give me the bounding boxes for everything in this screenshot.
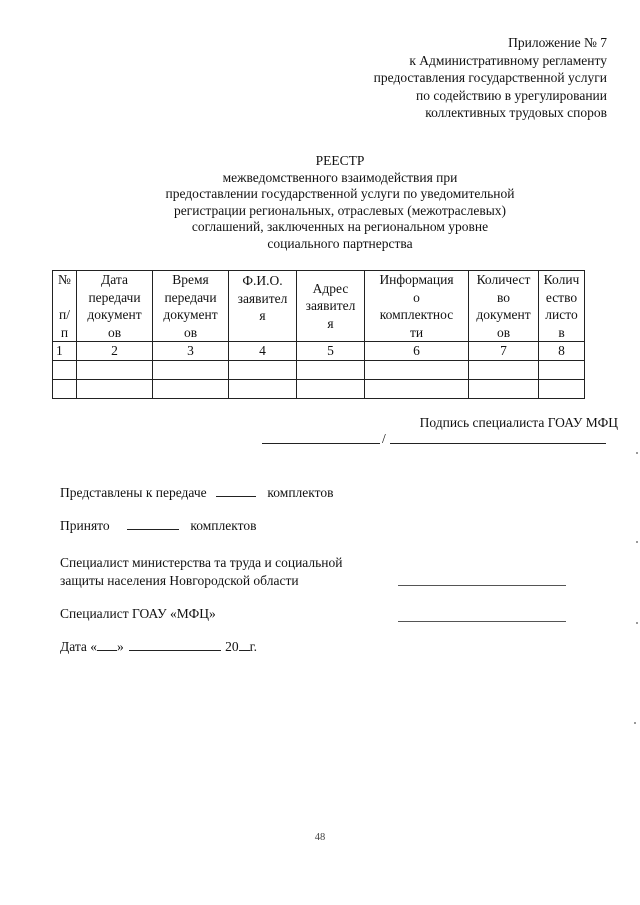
signature-slash: / <box>382 431 386 446</box>
accepted-count-blank[interactable] <box>127 518 179 530</box>
title-line: межведомственного взаимодействия при <box>222 169 458 185</box>
table-cell: 6 <box>365 342 469 361</box>
title-line: предоставлении государственной услуги по уведомительной <box>165 186 515 201</box>
date-year-prefix: 20 <box>225 639 239 654</box>
date-day-blank[interactable] <box>97 639 117 651</box>
page-number: 48 <box>314 832 326 843</box>
ministry-signature-blank[interactable] <box>398 585 566 586</box>
accepted-row <box>60 518 256 534</box>
ministry-line: защиты населения Новгородской области <box>60 572 299 588</box>
table-cell <box>539 380 585 399</box>
table-cell: 4 <box>229 342 297 361</box>
appendix-line: предоставления государственной услуги <box>373 70 607 86</box>
date-year-blank[interactable] <box>239 639 250 651</box>
document-title <box>60 153 620 252</box>
title-heading: РЕЕСТР <box>315 153 365 168</box>
table-row <box>53 380 585 399</box>
appendix-line: коллективных трудовых споров <box>425 105 607 121</box>
table-cell: 8 <box>539 342 585 361</box>
scan-speck <box>634 722 636 724</box>
signature-line[interactable] <box>262 428 606 446</box>
table-cell <box>539 361 585 380</box>
col-header-completeness-info: Информация о комплектнос ти <box>365 271 469 342</box>
col-header-transfer-date: Дата передачи документ ов <box>77 271 153 342</box>
date-quote: » <box>117 639 124 654</box>
registry-table <box>52 270 585 399</box>
table-cell: 7 <box>469 342 539 361</box>
col-header-number: № п/ п <box>53 271 77 342</box>
table-cell <box>229 380 297 399</box>
table-row <box>53 361 585 380</box>
table-cell <box>77 380 153 399</box>
date-month-blank[interactable] <box>129 639 221 651</box>
scan-speck <box>636 622 638 624</box>
appendix-line: Приложение № 7 <box>508 35 607 50</box>
presented-row <box>60 485 334 501</box>
title-line: регистрации региональных, отраслевых (межотраслевых) <box>173 202 507 218</box>
presented-count-blank[interactable] <box>216 485 256 497</box>
signature-label: Подпись специалиста ГОАУ МФЦ <box>419 415 618 430</box>
col-header-transfer-time: Время передачи документ ов <box>153 271 229 342</box>
col-header-applicant-address: Адрес заявител я <box>297 271 365 342</box>
accepted-suffix: комплектов <box>190 518 257 533</box>
table-cell <box>297 361 365 380</box>
table-cell: 2 <box>77 342 153 361</box>
table-cell: 1 <box>53 342 77 361</box>
table-cell: 3 <box>153 342 229 361</box>
col-header-applicant-name: Ф.И.О. заявител я <box>229 271 297 342</box>
presented-label: Представлены к передаче <box>60 485 207 500</box>
appendix-line: по содействию в урегулировании <box>416 87 607 103</box>
table-cell <box>53 361 77 380</box>
scan-speck <box>636 541 638 543</box>
title-line: соглашений, заключенных на региональном уровне <box>191 219 489 234</box>
table-header-row <box>53 271 585 342</box>
date-label: Дата « <box>60 639 98 654</box>
title-line: социального партнерства <box>267 235 413 251</box>
appendix-header <box>374 34 607 122</box>
mfc-signature-blank[interactable] <box>398 621 566 622</box>
table-cell <box>469 380 539 399</box>
ministry-line: Специалист министерства та труда и социальной <box>60 555 343 570</box>
table-cell <box>77 361 153 380</box>
table-cell <box>153 361 229 380</box>
table-number-row <box>53 342 585 361</box>
scan-speck <box>636 452 638 454</box>
appendix-line: к Административному регламенту <box>409 52 607 68</box>
signature-name-blank <box>390 443 606 444</box>
table-cell <box>365 380 469 399</box>
date-suffix: г. <box>249 639 258 654</box>
ministry-specialist-row <box>60 554 343 589</box>
table-cell <box>365 361 469 380</box>
table-cell <box>297 380 365 399</box>
table-cell <box>153 380 229 399</box>
col-header-documents-count: Количест во документ ов <box>469 271 539 342</box>
table-cell <box>469 361 539 380</box>
signature-blank <box>262 443 380 444</box>
accepted-label: Принято <box>60 518 110 533</box>
table-cell: 5 <box>297 342 365 361</box>
table-cell <box>53 380 77 399</box>
date-row <box>60 639 257 655</box>
table-cell <box>229 361 297 380</box>
presented-suffix: комплектов <box>267 485 334 500</box>
mfc-specialist-label: Специалист ГОАУ «МФЦ» <box>60 606 216 621</box>
col-header-sheets-count: Колич ество листо в <box>539 271 585 342</box>
